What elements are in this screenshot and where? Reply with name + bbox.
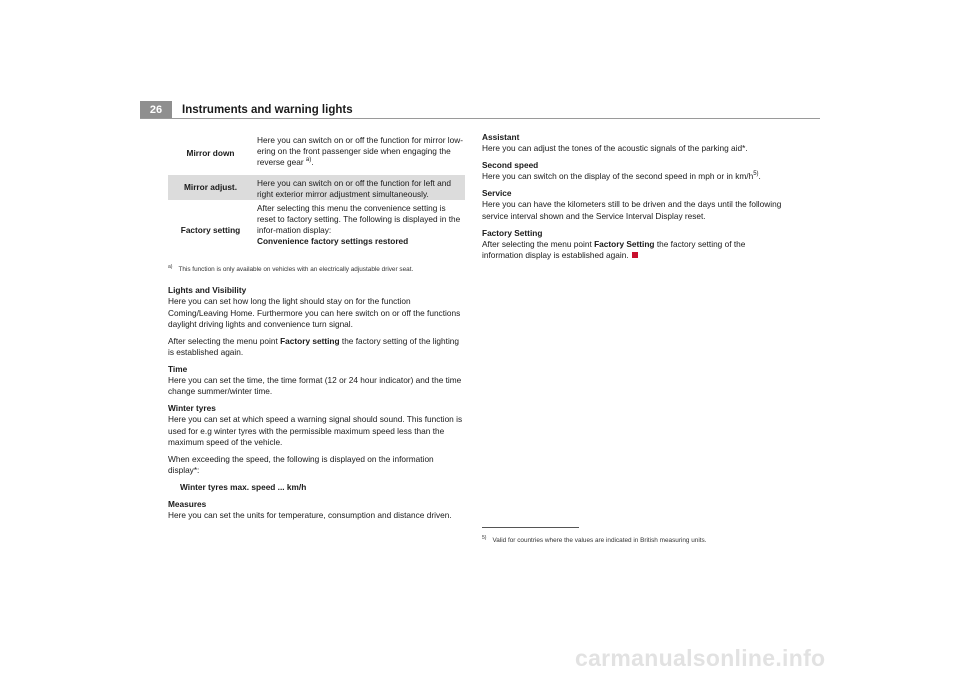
desc-text: Here you can switch on or off the function for mirror low-ering on the front passenger side when engaging the reverse gear [257,135,463,167]
table-description [253,175,465,200]
settings-table [168,132,465,260]
section-heading: Time [168,363,188,374]
menu-point: Factory Setting [594,238,655,249]
text: the factory setting of the information display is established again. [482,238,746,261]
table-row [168,175,465,200]
footnote-ref: a) [305,157,312,164]
section-end-icon [632,252,638,258]
table-footnote [168,264,413,273]
page-header-title: Instruments and warning lights [182,104,353,116]
section-heading: Factory Setting [482,227,543,238]
section-heading: Assistant [482,132,520,142]
desc-text: After selecting this menu the convenience setting is reset to factory setting. The following is displayed in the infor-mation display: [257,203,461,235]
watermark: carmanualsonline.info [575,645,826,671]
section-heading: Service [482,188,512,199]
table-label: Factory setting [180,224,241,235]
table-label: Mirror down [186,148,235,158]
text: the factory setting of the lighting is established again. [168,335,460,357]
paragraph: Here you can set at which speed a warning signal should sound. This function is used for e.g winter tyres with the permissible maximum speed less than the maximum speed of the vehicle. [168,414,463,448]
paragraph: Here you can set how long the light should stay on for the function Coming/Leaving Home. Furthermore you can here switch on or off the functions daylight driving lights and convenience turn signal. [168,296,461,329]
page-footnote [482,535,707,544]
footnote-text: This function is only available on vehicles with an electrically adjustable driver seat. [178,266,414,274]
desc-bold-text: Convenience factory settings restored [257,236,409,246]
display-message: Winter tyres max. speed ... km/h [180,481,307,492]
header-divider [140,118,820,119]
paragraph: Here you can set the units for temperature, consumption and distance driven. [168,510,452,521]
footnote-text: Valid for countries where the values are indicated in British measuring units. [492,537,707,545]
text: . [758,171,761,182]
footnote-divider [482,527,579,528]
text: After selecting the menu point [482,238,592,249]
paragraph: When exceeding the speed, the following is displayed on the information display*: [168,453,434,476]
table-label: Mirror adjust. [183,182,237,192]
menu-point: Factory setting [280,335,340,346]
page-number: 26 [140,101,172,119]
text: Here you can switch on the display of the second speed in mph or in km/h [482,171,754,182]
section-heading: Measures [168,498,207,509]
section-heading: Second speed [482,160,539,171]
section-heading: Winter tyres [168,403,216,414]
footnote-ref: 5) [753,171,759,178]
footnote-mark: 5) [482,535,487,541]
footnote-mark: a) [168,264,173,270]
paragraph: Here you can set the time, the time format (12 or 24 hour indicator) and the time change summer/winter time. [168,375,462,397]
text: After selecting the menu point [168,335,278,346]
paragraph: Here you can have the kilometers still to be driven and the days until the following service interval shown and the Service Interval Display reset. [482,199,782,221]
right-column [482,132,782,267]
left-column [168,285,465,527]
paragraph [168,336,465,359]
desc-text: Here you can switch on or off the function for left and right exterior mirror adjustment simultaneously. [257,178,452,199]
paragraph: Here you can adjust the tones of the acoustic signals of the parking aid*. [482,143,748,154]
paragraph [482,239,782,262]
table-description [253,132,465,175]
desc-text: . [311,157,314,167]
table-row [168,200,465,260]
table-description [253,200,465,260]
paragraph [482,171,782,182]
table-row [168,132,465,175]
section-heading: Lights and Visibility [168,285,247,295]
